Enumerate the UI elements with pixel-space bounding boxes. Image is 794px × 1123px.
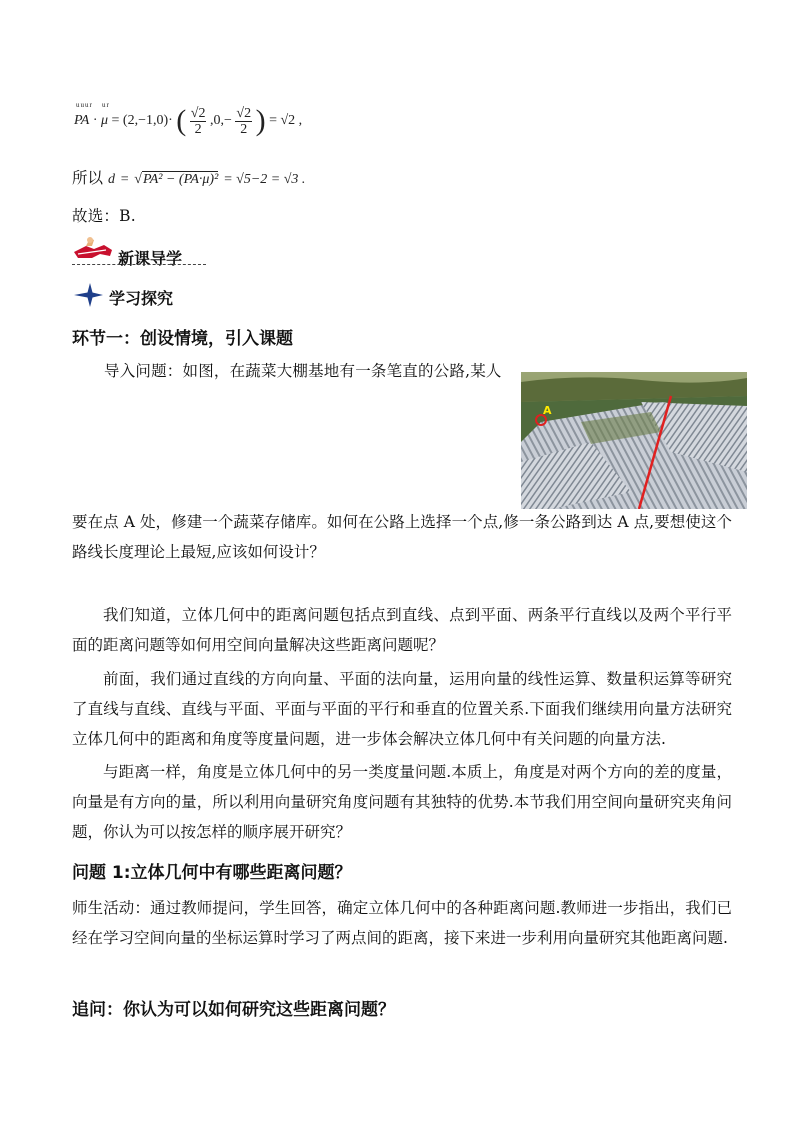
section-study [72,282,212,308]
vector-pa: PA [74,113,90,128]
formula2-rest: = √5−2 = √3 . [223,172,306,187]
question-2: 追问：你认为可以如何研究这些距离问题？ [72,1000,395,1020]
point-a-label: A [543,404,552,417]
formula1-mid: ,0,− [209,113,232,129]
star-icon [72,282,104,308]
formula1-eq2: = √2 , [269,113,303,129]
section-title-study: 学习探究 [109,289,174,308]
vector-mu: μ [100,113,109,128]
formula-line-2: 所以 d = √PA² − (PA·μ)² = √5−2 = √3 . [72,169,306,187]
paragraph-1: 我们知道，立体几何中的距离问题包括点到直线、点到平面、两条平行直线以及两个平行平面的距离问题等如何用空间向量解决这些距离问题呢？ [72,606,732,654]
fraction-1: $\frac{√2}{2}$ [190,105,206,137]
book-banner-icon [72,236,114,264]
formula1-eq1: = (2,−1,0)· [111,113,173,129]
intro-line: 导入问题：如图，在蔬菜大棚基地有一条笔直的公路,某人 [104,362,502,380]
formula2-eq: = [119,172,130,187]
paragraph-2: 前面，我们通过直线的方向向量、平面的法向量，运用向量的线性运算、数量积运算等研究了直线与直线、直线与平面、平面与平面的平行和垂直的位置关系.下面我们继续用向量方法研究立体几何中的距离和角度等度量问题，进一步体会解决立体几何中有关问题的向量方法. [72,670,732,748]
intro-paragraph: 要在点 A 处，修建一个蔬菜存储库。如何在公路上选择一个点,修一条公路到达 A 点,要想使这个路线长度理论上最短,应该如何设计？ [72,513,732,561]
formula2-radicand: PA² − (PA·μ)² [142,172,219,187]
paragraph-3: 与距离一样，角度是立体几何中的另一类度量问题.本质上，角度是对两个方向的差的度量，向量是有方向的量，所以利用向量研究角度问题有其独特的优势.本节我们用空间向量研究夹角问题，你认为可以按怎样的顺序展开研究？ [72,763,732,841]
section-new-lesson [72,236,212,266]
greenhouse-photo [521,372,747,509]
section-title-new-lesson: 新课导学 [118,249,183,268]
activity-paragraph: 师生活动：通过教师提问，学生回答，确定立体几何中的各种距离问题.教师进一步指出，我们已经在学习空间向量的坐标运算时学习了两点间的距离，接下来进一步利用向量研究其他距离问题. [72,899,732,947]
formula-line-1: uuur PA · ur μ = (2,−1,0)· ( $\frac{√2}{2}$ ,0,− $\frac{√2}{2}$ ) = √2 , [74,101,303,137]
formula2-prefix: 所以 [72,169,104,187]
heading-link-1: 环节一：创设情境，引入课题 [72,329,293,349]
dot-operator: · [92,113,98,129]
fraction-2: $\frac{√2}{2}$ [236,105,252,137]
distance-symbol: d [107,172,115,187]
section-underline [72,264,206,267]
question-1: 问题 1:立体几何中有哪些距离问题？ [72,863,352,883]
answer-line: 故选：B. [72,207,136,225]
